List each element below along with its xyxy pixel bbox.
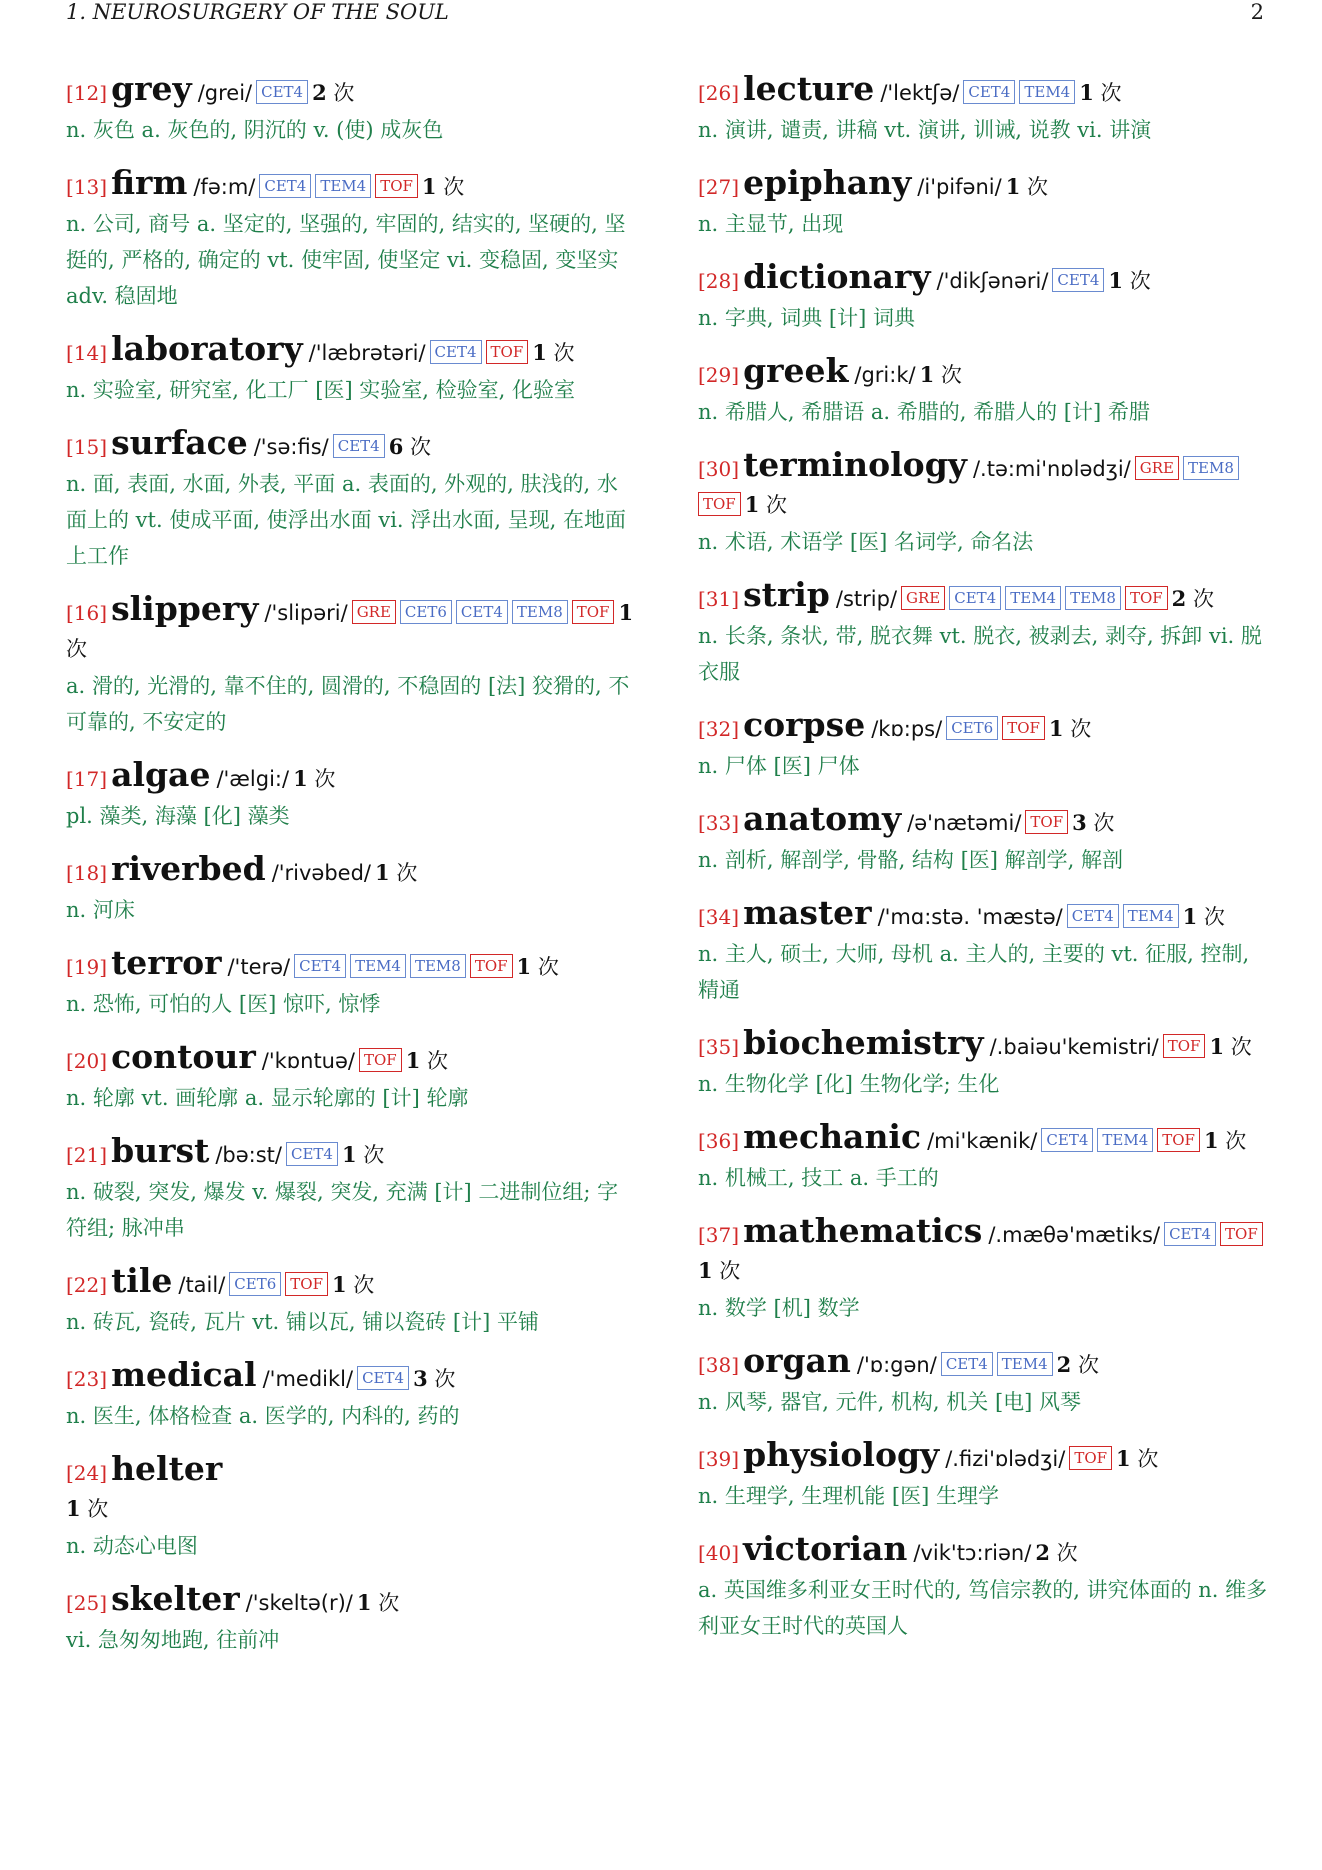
count-number: 2 [312, 80, 327, 105]
entry-phonetic: /kɒ:ps/ [871, 717, 943, 741]
entry-word: greek [743, 351, 849, 390]
count-number: 2 [1171, 586, 1187, 611]
count-number: 1 [1108, 268, 1124, 293]
entry-definition: n. 恐怖, 可怕的人 [医] 惊吓, 惊悸 [66, 992, 381, 1016]
entry-number: [30] [698, 457, 740, 481]
entry-word: victorian [743, 1529, 908, 1568]
entry-word: mathematics [743, 1211, 983, 1250]
entry-definition: n. 破裂, 突发, 爆发 v. 爆裂, 突发, 充满 [计] 二进制位组; 字符组; 脉冲串 [66, 1180, 619, 1240]
entry-phonetic: /gri:k/ [854, 363, 916, 387]
entry-headline [698, 163, 1268, 206]
entry-headline [698, 1435, 1268, 1478]
count-number: 1 [332, 1272, 347, 1297]
entry-word: laboratory [111, 329, 303, 368]
entry-phonetic: /.fizi'ɒlədʒi/ [945, 1447, 1066, 1471]
entry-count: 6 次 [388, 434, 432, 459]
entry-number: [35] [698, 1035, 740, 1059]
exam-tag: CET4 [357, 1366, 409, 1390]
vocab-entry [698, 1023, 1268, 1102]
entry-headline [66, 1449, 636, 1492]
count-number: 1 [919, 362, 935, 387]
entry-headline [698, 893, 1268, 936]
exam-tag: TEM4 [1019, 80, 1075, 104]
exam-tag: CET4 [1052, 268, 1104, 292]
entry-number: [29] [698, 363, 740, 387]
entry-headline [66, 329, 636, 372]
entry-number: [28] [698, 269, 740, 293]
entry-number: [22] [66, 1273, 108, 1297]
entry-headline [66, 163, 636, 206]
vocab-entry [66, 1355, 636, 1434]
entry-headline [698, 351, 1268, 394]
entry-word: firm [111, 163, 188, 202]
count-number: 2 [1035, 1540, 1050, 1565]
entry-headline [66, 423, 636, 466]
exam-tag: CET4 [963, 80, 1015, 104]
entry-phonetic: /fə:m/ [193, 175, 256, 199]
exam-tag: TOF [698, 492, 741, 516]
entry-definition: n. 风琴, 器官, 元件, 机构, 机关 [电] 风琴 [698, 1390, 1082, 1414]
vocab-entry [66, 1131, 636, 1246]
entry-count: 1 次 [919, 362, 962, 387]
exam-tag: TOF [486, 340, 529, 364]
entry-definition: n. 灰色 a. 灰色的, 阴沉的 v. (使) 成灰色 [66, 118, 444, 142]
entry-number: [20] [66, 1049, 108, 1073]
exam-tag: TEM8 [1183, 456, 1239, 480]
entry-word: organ [743, 1341, 851, 1380]
entry-phonetic: /'terə/ [227, 955, 291, 979]
page-number: 2 [1250, 0, 1264, 24]
vocab-entry [66, 849, 636, 928]
vocab-entry [698, 1211, 1268, 1326]
entry-phonetic: /'kɒntuə/ [261, 1049, 355, 1073]
entry-definition: n. 机械工, 技工 a. 手工的 [698, 1166, 939, 1190]
entry-headline [66, 755, 636, 798]
exam-tag: CET6 [946, 716, 998, 740]
count-number: 1 [1116, 1446, 1131, 1471]
count-number: 1 [1182, 904, 1198, 929]
entry-phonetic: /ə'nætəmi/ [907, 811, 1022, 835]
exam-tag: TOF [375, 174, 418, 198]
entry-count: 1 次 [532, 340, 575, 365]
count-number: 1 [698, 1258, 713, 1283]
vocab-entry [66, 329, 636, 408]
entry-word: riverbed [111, 849, 266, 888]
entry-number: [24] [66, 1461, 108, 1485]
count-number: 3 [1072, 810, 1087, 835]
entry-headline [698, 1341, 1268, 1384]
entry-word: strip [743, 575, 830, 614]
count-number: 1 [405, 1048, 421, 1073]
entry-phonetic: /'rivəbed/ [271, 861, 372, 885]
left-column [66, 69, 636, 1676]
exam-tag: CET4 [456, 600, 508, 624]
vocab-entry [698, 351, 1268, 430]
entry-phonetic: /'læbrətəri/ [308, 341, 426, 365]
entry-word: physiology [743, 1435, 940, 1474]
count-number: 1 [1005, 174, 1021, 199]
entry-headline [66, 1355, 636, 1398]
entry-count: 1 次 [332, 1272, 375, 1297]
exam-tag: TEM4 [350, 954, 406, 978]
entry-count: 1 次 [375, 860, 418, 885]
exam-tag: CET4 [259, 174, 311, 198]
vocab-entry [66, 1579, 636, 1658]
count-number: 1 [66, 1496, 81, 1521]
entry-definition: n. 公司, 商号 a. 坚定的, 坚强的, 牢固的, 结实的, 坚硬的, 坚挺的, 严格的, 确定的 vt. 使牢固, 使坚定 vi. 变稳固, 变坚实 adv. 稳固地 [66, 212, 626, 308]
entry-count: 1 次 [1182, 904, 1225, 929]
exam-tag: TOF [1025, 810, 1068, 834]
exam-tag: CET4 [949, 586, 1001, 610]
entry-definition: pl. 藻类, 海藻 [化] 藻类 [66, 804, 290, 828]
entry-headline [66, 1037, 636, 1080]
entry-number: [16] [66, 601, 108, 625]
vocab-entry [698, 69, 1268, 148]
exam-tag: CET6 [229, 1272, 281, 1296]
entry-headline [698, 257, 1268, 300]
entry-definition: n. 长条, 条状, 带, 脱衣舞 vt. 脱衣, 被剥去, 剥夺, 拆卸 vi. 脱衣服 [698, 624, 1262, 684]
entry-number: [13] [66, 175, 108, 199]
vocab-entry [66, 163, 636, 314]
vocab-entry [698, 445, 1268, 560]
entry-definition: n. 生理学, 生理机能 [医] 生理学 [698, 1484, 999, 1508]
exam-tag: TEM8 [1065, 586, 1121, 610]
count-number: 1 [744, 492, 760, 517]
entry-definition: n. 实验室, 研究室, 化工厂 [医] 实验室, 检验室, 化验室 [66, 378, 576, 402]
entry-definition: n. 主显节, 出现 [698, 212, 844, 236]
count-number: 1 [618, 600, 634, 625]
count-number: 1 [516, 954, 532, 979]
entry-word: terminology [743, 445, 967, 484]
entry-count: 2 次 [312, 80, 355, 105]
entry-headline [66, 69, 636, 112]
exam-tag: TOF [285, 1272, 328, 1296]
entry-headline [66, 849, 636, 892]
exam-tag: CET4 [286, 1142, 338, 1166]
entry-number: [33] [698, 811, 740, 835]
count-number: 1 [341, 1142, 357, 1167]
entry-number: [31] [698, 587, 740, 611]
entry-phonetic: /'skeltə(r)/ [245, 1591, 353, 1615]
vocab-entry [698, 257, 1268, 336]
entry-word: dictionary [743, 257, 931, 296]
entry-number: [40] [698, 1541, 740, 1565]
vocab-entry [66, 1449, 636, 1564]
vocab-entry [698, 575, 1268, 690]
vocab-entry [66, 1261, 636, 1340]
entry-word: algae [111, 755, 211, 794]
entry-definition: n. 术语, 术语学 [医] 名词学, 命名法 [698, 530, 1034, 554]
entry-headline [66, 1579, 636, 1622]
entry-word: medical [111, 1355, 257, 1394]
exam-tag: GRE [901, 586, 945, 610]
exam-tag: CET4 [430, 340, 482, 364]
count-number: 2 [1056, 1352, 1072, 1377]
entry-definition: a. 英国维多利亚女王时代的, 笃信宗教的, 讲究体面的 n. 维多利亚女王时代的英国人 [698, 1578, 1268, 1638]
count-number: 1 [532, 340, 547, 365]
exam-tag: CET4 [1041, 1128, 1093, 1152]
exam-tag: TOF [470, 954, 513, 978]
vocab-entry [698, 1435, 1268, 1514]
count-number: 1 [1209, 1034, 1225, 1059]
entry-phonetic: /'dikʃənəri/ [936, 269, 1049, 293]
entry-word: helter [111, 1449, 223, 1488]
entry-definition: n. 轮廓 vt. 画轮廓 a. 显示轮廓的 [计] 轮廓 [66, 1086, 469, 1110]
entry-number: [38] [698, 1353, 740, 1377]
entry-headline [66, 589, 636, 668]
count-number: 1 [293, 766, 308, 791]
vocab-entry [698, 705, 1268, 784]
count-number: 1 [1203, 1128, 1219, 1153]
exam-tag: TOF [1069, 1446, 1112, 1470]
entry-headline [66, 1131, 636, 1174]
running-title: 1. NEUROSURGERY OF THE SOUL [66, 0, 449, 24]
entry-count: 2 次 [1035, 1540, 1078, 1565]
entry-headline [698, 1117, 1268, 1160]
page-header [66, 0, 1264, 26]
exam-tag: TEM8 [512, 600, 568, 624]
entry-number: [27] [698, 175, 740, 199]
entry-headline [698, 1023, 1268, 1066]
entry-count: 1 次 [516, 954, 559, 979]
entry-definition: vi. 急匆匆地跑, 往前冲 [66, 1628, 280, 1652]
entry-word: master [743, 893, 872, 932]
entry-phonetic: /.tə:mi'nɒlədʒi/ [972, 457, 1131, 481]
count-number: 1 [1079, 80, 1094, 105]
entry-word: epiphany [743, 163, 912, 202]
entry-definition: n. 演讲, 谴责, 讲稿 vt. 演讲, 训诫, 说教 vi. 讲演 [698, 118, 1152, 142]
entry-number: [23] [66, 1367, 108, 1391]
entry-number: [32] [698, 717, 740, 741]
entry-count: 1 次 [341, 1142, 385, 1167]
entry-word: biochemistry [743, 1023, 984, 1062]
exam-tag: TOF [1163, 1034, 1206, 1058]
entry-phonetic: /mi'kænik/ [927, 1129, 1038, 1153]
entry-phonetic: /'ɒ:gən/ [856, 1353, 937, 1377]
entry-number: [34] [698, 905, 740, 929]
exam-tag: GRE [352, 600, 396, 624]
entry-count: 1 次 [1005, 174, 1048, 199]
count-number: 6 [388, 434, 404, 459]
vocab-entry [698, 1529, 1268, 1644]
entry-number: [36] [698, 1129, 740, 1153]
vocab-entry [66, 1037, 636, 1116]
count-number: 3 [413, 1366, 428, 1391]
entry-headline [698, 445, 1268, 524]
entry-phonetic: /'sə:fis/ [253, 435, 329, 459]
entry-definition: n. 主人, 硕士, 大师, 母机 a. 主人的, 主要的 vt. 征服, 控制, 精通 [698, 942, 1250, 1002]
entry-count: 1 次 [66, 600, 634, 661]
count-number: 1 [1048, 716, 1064, 741]
vocab-entry [66, 69, 636, 148]
entry-phonetic: /.mæθə'mætiks/ [988, 1223, 1161, 1247]
vocab-entry [698, 893, 1268, 1008]
entry-number: [14] [66, 341, 108, 365]
entry-count: 1 次 [356, 1590, 400, 1615]
entry-number: [21] [66, 1143, 108, 1167]
entry-number: [26] [698, 81, 740, 105]
vocab-entry [66, 943, 636, 1022]
entry-phonetic: /vik'tɔ:riən/ [913, 1541, 1032, 1565]
exam-tag: TEM8 [410, 954, 466, 978]
exam-tag: TOF [1002, 716, 1045, 740]
entry-number: [15] [66, 435, 108, 459]
exam-tag: CET4 [1164, 1222, 1216, 1246]
entry-word: slippery [111, 589, 259, 628]
entry-definition: n. 尸体 [医] 尸体 [698, 754, 860, 778]
exam-tag: TOF [572, 600, 615, 624]
entry-phonetic: /grei/ [197, 81, 253, 105]
entry-word: terror [111, 943, 222, 982]
entry-count: 2 次 [1171, 586, 1214, 611]
entry-definition: n. 面, 表面, 水面, 外表, 平面 a. 表面的, 外观的, 肤浅的, 水面上的 vt. 使成平面, 使浮出水面 vi. 浮出水面, 呈现, 在地面上工作 [66, 472, 626, 568]
entry-phonetic: /i'pifəni/ [917, 175, 1002, 199]
count-number: 1 [375, 860, 390, 885]
entry-definition: n. 字典, 词典 [计] 词典 [698, 306, 915, 330]
entry-number: [37] [698, 1223, 740, 1247]
entry-headline [698, 705, 1268, 748]
exam-tag: TEM4 [997, 1352, 1053, 1376]
exam-tag: TEM4 [315, 174, 371, 198]
entry-count: 1 次 [421, 174, 465, 199]
entry-word: lecture [743, 69, 875, 108]
entry-phonetic: /'ælgi:/ [216, 767, 290, 791]
entry-count: 1 次 [698, 1258, 741, 1283]
count-number: 1 [421, 174, 437, 199]
entry-definition: n. 动态心电图 [66, 1534, 198, 1558]
entry-phonetic: /strip/ [835, 587, 898, 611]
exam-tag: CET4 [294, 954, 346, 978]
exam-tag: CET6 [400, 600, 452, 624]
exam-tag: TOF [1157, 1128, 1200, 1152]
entry-definition: n. 希腊人, 希腊语 a. 希腊的, 希腊人的 [计] 希腊 [698, 400, 1150, 424]
entry-phonetic: /'slipəri/ [264, 601, 348, 625]
vocab-entry [698, 799, 1268, 878]
exam-tag: TEM4 [1097, 1128, 1153, 1152]
entry-number: [39] [698, 1447, 740, 1471]
entry-count: 1 次 [1108, 268, 1151, 293]
entry-word: grey [111, 69, 192, 108]
vocab-entry [698, 163, 1268, 242]
exam-tag: CET4 [256, 80, 308, 104]
vocab-entry [698, 1117, 1268, 1196]
entry-phonetic: /'medikl/ [262, 1367, 354, 1391]
entry-phonetic: /bə:st/ [215, 1143, 282, 1167]
exam-tag: TOF [359, 1048, 402, 1072]
entry-count: 1 次 [1203, 1128, 1247, 1153]
entry-number: [18] [66, 861, 108, 885]
entry-count: 1 次 [744, 492, 788, 517]
exam-tag: GRE [1135, 456, 1179, 480]
vocab-entry [66, 755, 636, 834]
entry-definition: n. 生物化学 [化] 生物化学; 生化 [698, 1072, 1000, 1096]
entry-phonetic: /.baiəu'kemistri/ [989, 1035, 1159, 1059]
entry-word: contour [111, 1037, 256, 1076]
entry-count: 3 次 [1072, 810, 1115, 835]
entry-count: 1 次 [66, 1496, 109, 1521]
entry-headline [66, 1261, 636, 1304]
entry-count: 2 次 [1056, 1352, 1099, 1377]
entry-number: [25] [66, 1591, 108, 1615]
entry-count: 1 次 [1116, 1446, 1159, 1471]
vocab-entry [698, 1341, 1268, 1420]
entry-definition: n. 河床 [66, 898, 135, 922]
entry-definition: n. 砖瓦, 瓷砖, 瓦片 vt. 铺以瓦, 铺以瓷砖 [计] 平铺 [66, 1310, 539, 1334]
exam-tag: CET4 [333, 434, 385, 458]
entry-count: 1 次 [1209, 1034, 1252, 1059]
entry-number: [12] [66, 81, 108, 105]
entry-count: 1 次 [405, 1048, 449, 1073]
entry-definition: a. 滑的, 光滑的, 靠不住的, 圆滑的, 不稳固的 [法] 狡猾的, 不可靠的, 不安定的 [66, 674, 630, 734]
count-number: 1 [356, 1590, 372, 1615]
right-column [698, 69, 1268, 1662]
entry-number: [19] [66, 955, 108, 979]
exam-tag: TEM4 [1123, 904, 1179, 928]
entry-headline [698, 69, 1268, 112]
entry-headline [698, 799, 1268, 842]
entry-word: mechanic [743, 1117, 922, 1156]
vocab-entry [66, 423, 636, 574]
entry-word: tile [111, 1261, 173, 1300]
entry-count: 1 次 [293, 766, 336, 791]
entry-headline [698, 575, 1268, 618]
entry-word: burst [111, 1131, 210, 1170]
entry-count: 1 次 [1048, 716, 1092, 741]
entry-word: anatomy [743, 799, 902, 838]
entry-headline [66, 943, 636, 986]
entry-word: corpse [743, 705, 866, 744]
entry-count: 1 次 [1079, 80, 1122, 105]
entry-phonetic: /tail/ [178, 1273, 226, 1297]
entry-phonetic: /'mɑ:stə. 'mæstə/ [877, 905, 1063, 929]
entry-count-line [66, 1492, 636, 1528]
entry-count: 3 次 [413, 1366, 456, 1391]
entry-word: surface [111, 423, 248, 462]
exam-tag: TEM4 [1005, 586, 1061, 610]
entry-definition: n. 数学 [机] 数学 [698, 1296, 860, 1320]
entry-headline [698, 1529, 1268, 1572]
entry-headline [698, 1211, 1268, 1290]
entry-number: [17] [66, 767, 108, 791]
entry-definition: n. 剖析, 解剖学, 骨骼, 结构 [医] 解剖学, 解剖 [698, 848, 1124, 872]
entry-phonetic: /'lektʃə/ [880, 81, 960, 105]
exam-tag: TOF [1125, 586, 1168, 610]
entry-word: skelter [111, 1579, 240, 1618]
exam-tag: TOF [1220, 1222, 1263, 1246]
entry-definition: n. 医生, 体格检查 a. 医学的, 内科的, 药的 [66, 1404, 460, 1428]
vocab-entry [66, 589, 636, 740]
exam-tag: CET4 [941, 1352, 993, 1376]
exam-tag: CET4 [1067, 904, 1119, 928]
